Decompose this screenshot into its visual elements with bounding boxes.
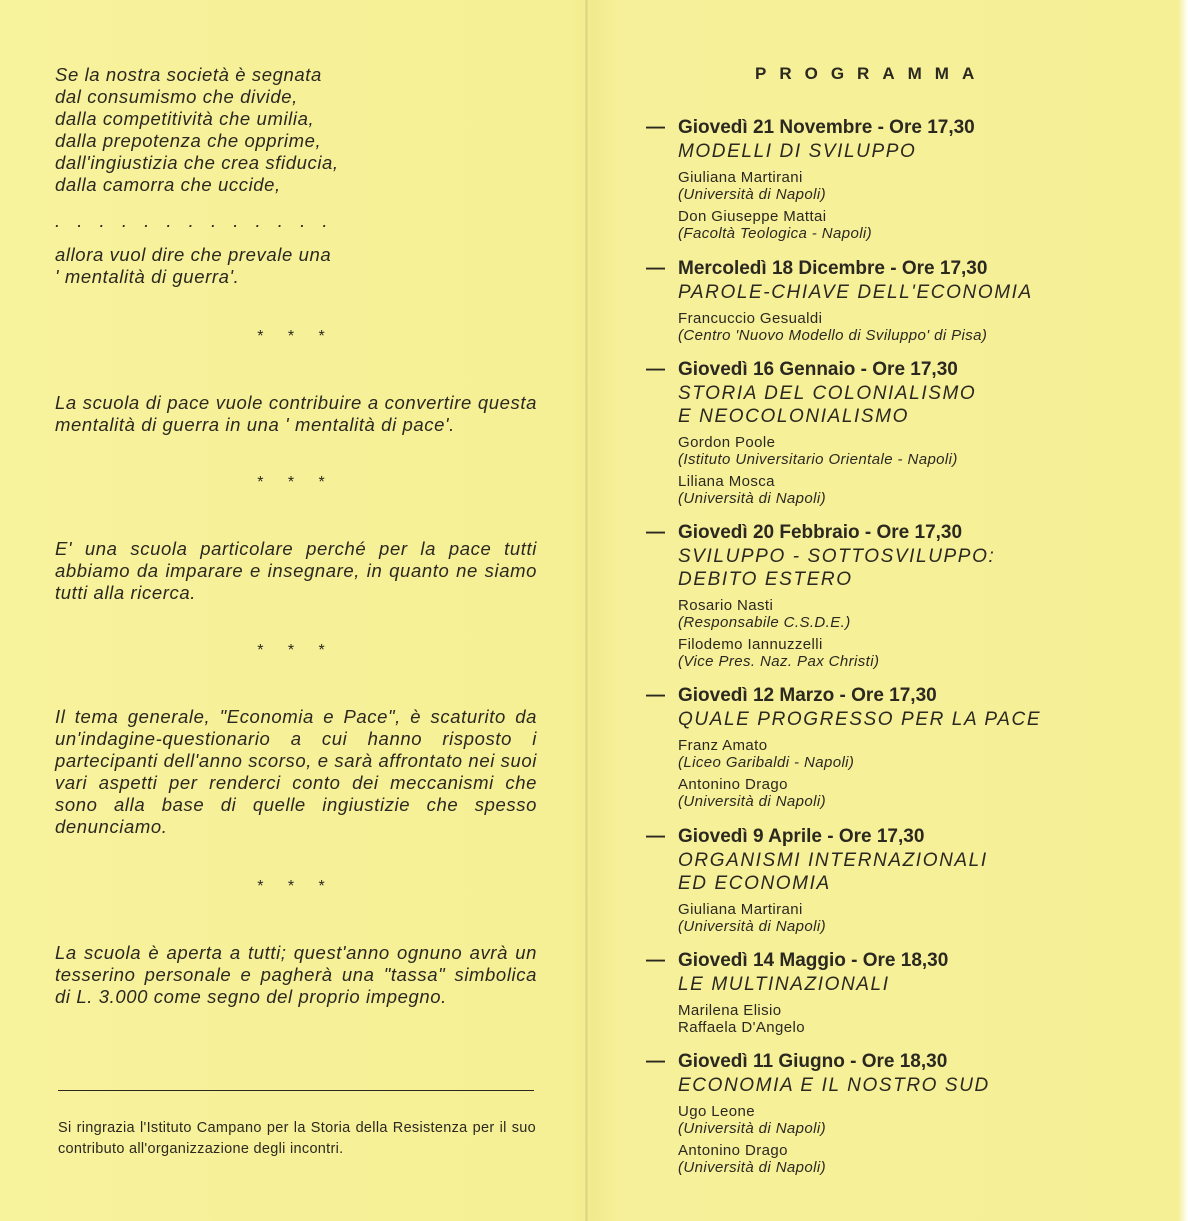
intro-line: dalla camorra che uccide,	[55, 174, 281, 195]
paragraph-tema-generale: Il tema generale, "Economia e Pace", è scaturito da un'indagine-questionario a cui hanno risposto i partecipanti dell'anno scorso, e sarà affrontato nei suoi vari aspetti per renderci conto dei meccanismi che sono alla base di quelle ingiustizie che spesso denunciamo.	[55, 706, 538, 837]
event-dash: —	[646, 1051, 665, 1072]
intro-line: dalla prepotenza che opprime,	[55, 130, 322, 151]
speaker-name: Marilena Elisio	[678, 1002, 782, 1019]
speaker-name: Antonino Drago	[678, 1142, 788, 1159]
paragraph-scuola-di-pace: La scuola di pace vuole contribuire a convertire questa mentalità di guerra in una ' mentalità di pace'.	[55, 392, 537, 435]
intro-verse	[55, 64, 537, 196]
speaker-name: Giuliana Martirani	[678, 901, 803, 918]
event-date: Giovedì 14 Maggio - Ore 18,30	[678, 950, 949, 971]
event-date: Giovedì 12 Marzo - Ore 17,30	[678, 685, 937, 706]
event-date: Giovedì 11 Giugno - Ore 18,30	[678, 1051, 948, 1072]
event-title: LE MULTINAZIONALI	[678, 974, 890, 995]
event-title: STORIA DEL COLONIALISMO	[678, 383, 977, 404]
speaker-affiliation: (Istituto Universitario Orientale - Napoli)	[678, 451, 958, 468]
speaker-affiliation: (Università di Napoli)	[678, 918, 827, 935]
conclusion-line: ' mentalità di guerra'.	[55, 266, 240, 287]
event-title: QUALE PROGRESSO PER LA PACE	[678, 709, 1042, 730]
left-column	[55, 64, 537, 1008]
program-title: PROGRAMMA	[755, 64, 988, 83]
program-event	[646, 116, 1166, 242]
program-event	[646, 1050, 1166, 1176]
conclusion-line: allora vuol dire che prevale una	[55, 244, 332, 265]
speaker-name: Giuliana Martirani	[678, 169, 803, 186]
paragraph-scuola-particolare: E' una scuola particolare perché per la pace tutti abbiamo da imparare e insegnare, in quanto ne siamo tutti alla ricerca.	[55, 538, 537, 603]
intro-line: dall'ingiustizia che crea sfiducia,	[55, 152, 339, 173]
intro-line: dalla competitività che umilia,	[55, 108, 315, 129]
speaker-affiliation: (Università di Napoli)	[678, 1159, 827, 1176]
intro-line: dal consumismo che divide,	[55, 86, 298, 107]
separator-stars: * * *	[257, 878, 335, 895]
program-event	[646, 825, 1166, 935]
event-title: ED ECONOMIA	[678, 873, 831, 894]
event-date: Giovedì 9 Aprile - Ore 17,30	[678, 826, 925, 847]
event-dash: —	[646, 117, 665, 138]
event-dash: —	[646, 685, 665, 706]
speaker-affiliation: (Università di Napoli)	[678, 1120, 827, 1137]
event-date: Mercoledì 18 Dicembre - Ore 17,30	[678, 258, 988, 279]
program-event	[646, 521, 1166, 670]
separator-stars: * * *	[257, 328, 335, 345]
program-event	[646, 949, 1166, 1036]
speaker-affiliation: (Facoltà Teologica - Napoli)	[678, 225, 873, 242]
event-dash: —	[646, 359, 665, 380]
speaker-affiliation: (Responsabile C.S.D.E.)	[678, 614, 851, 631]
program-event	[646, 684, 1166, 810]
speaker-name: Gordon Poole	[678, 434, 776, 451]
event-title: ECONOMIA E IL NOSTRO SUD	[678, 1075, 990, 1096]
event-title: E NEOCOLONIALISMO	[678, 406, 909, 427]
thanks-note: Si ringrazia l'Istituto Campano per la Storia della Resistenza per il suo contributo all'organizzazione degli incontri.	[58, 1120, 536, 1157]
event-dash: —	[646, 258, 665, 279]
event-date: Giovedì 16 Gennaio - Ore 17,30	[678, 359, 958, 380]
speaker-name: Franz Amato	[678, 737, 768, 754]
program-event	[646, 257, 1166, 344]
event-date: Giovedì 20 Febbraio - Ore 17,30	[678, 522, 963, 543]
speaker-name: Ugo Leone	[678, 1103, 755, 1120]
intro-line: Se la nostra società è segnata	[55, 64, 322, 85]
event-dash: —	[646, 522, 665, 543]
event-date: Giovedì 21 Novembre - Ore 17,30	[678, 117, 975, 138]
speaker-name: Raffaela D'Angelo	[678, 1019, 805, 1036]
separator-stars: * * *	[257, 642, 335, 659]
speaker-affiliation: (Vice Pres. Naz. Pax Christi)	[678, 653, 880, 670]
speaker-affiliation: (Università di Napoli)	[678, 186, 827, 203]
footer-rule	[58, 1090, 534, 1091]
speaker-name: Liliana Mosca	[678, 473, 775, 490]
speaker-affiliation: (Liceo Garibaldi - Napoli)	[678, 754, 855, 771]
page-fold	[585, 0, 588, 1221]
page-edge	[1178, 0, 1188, 1221]
speaker-affiliation: (Università di Napoli)	[678, 793, 827, 810]
event-title: MODELLI DI SVILUPPO	[678, 141, 917, 162]
event-dash: —	[646, 950, 665, 971]
speaker-name: Francuccio Gesualdi	[678, 310, 823, 327]
event-dash: —	[646, 826, 665, 847]
speaker-name: Filodemo Iannuzzelli	[678, 636, 823, 653]
event-title: SVILUPPO - SOTTOSVILUPPO:	[678, 546, 996, 567]
program-event	[646, 358, 1166, 507]
event-title: PAROLE-CHIAVE DELL'ECONOMIA	[678, 282, 1033, 303]
speaker-name: Antonino Drago	[678, 776, 788, 793]
event-title: ORGANISMI INTERNAZIONALI	[678, 850, 988, 871]
speaker-affiliation: (Università di Napoli)	[678, 490, 827, 507]
event-title: DEBITO ESTERO	[678, 569, 853, 590]
speaker-name: Don Giuseppe Mattai	[678, 208, 827, 225]
separator-stars: * * *	[257, 474, 335, 491]
speaker-affiliation: (Centro 'Nuovo Modello di Sviluppo' di Pisa)	[678, 327, 988, 344]
paragraph-scuola-aperta: La scuola è aperta a tutti; quest'anno ognuno avrà un tesserino personale e pagherà una "tassa" simbolica di L. 3.000 come segno del proprio impegno.	[55, 942, 537, 1007]
ellipsis-dots: . . . . . . . . . . . . .	[55, 210, 334, 231]
speaker-name: Rosario Nasti	[678, 597, 774, 614]
